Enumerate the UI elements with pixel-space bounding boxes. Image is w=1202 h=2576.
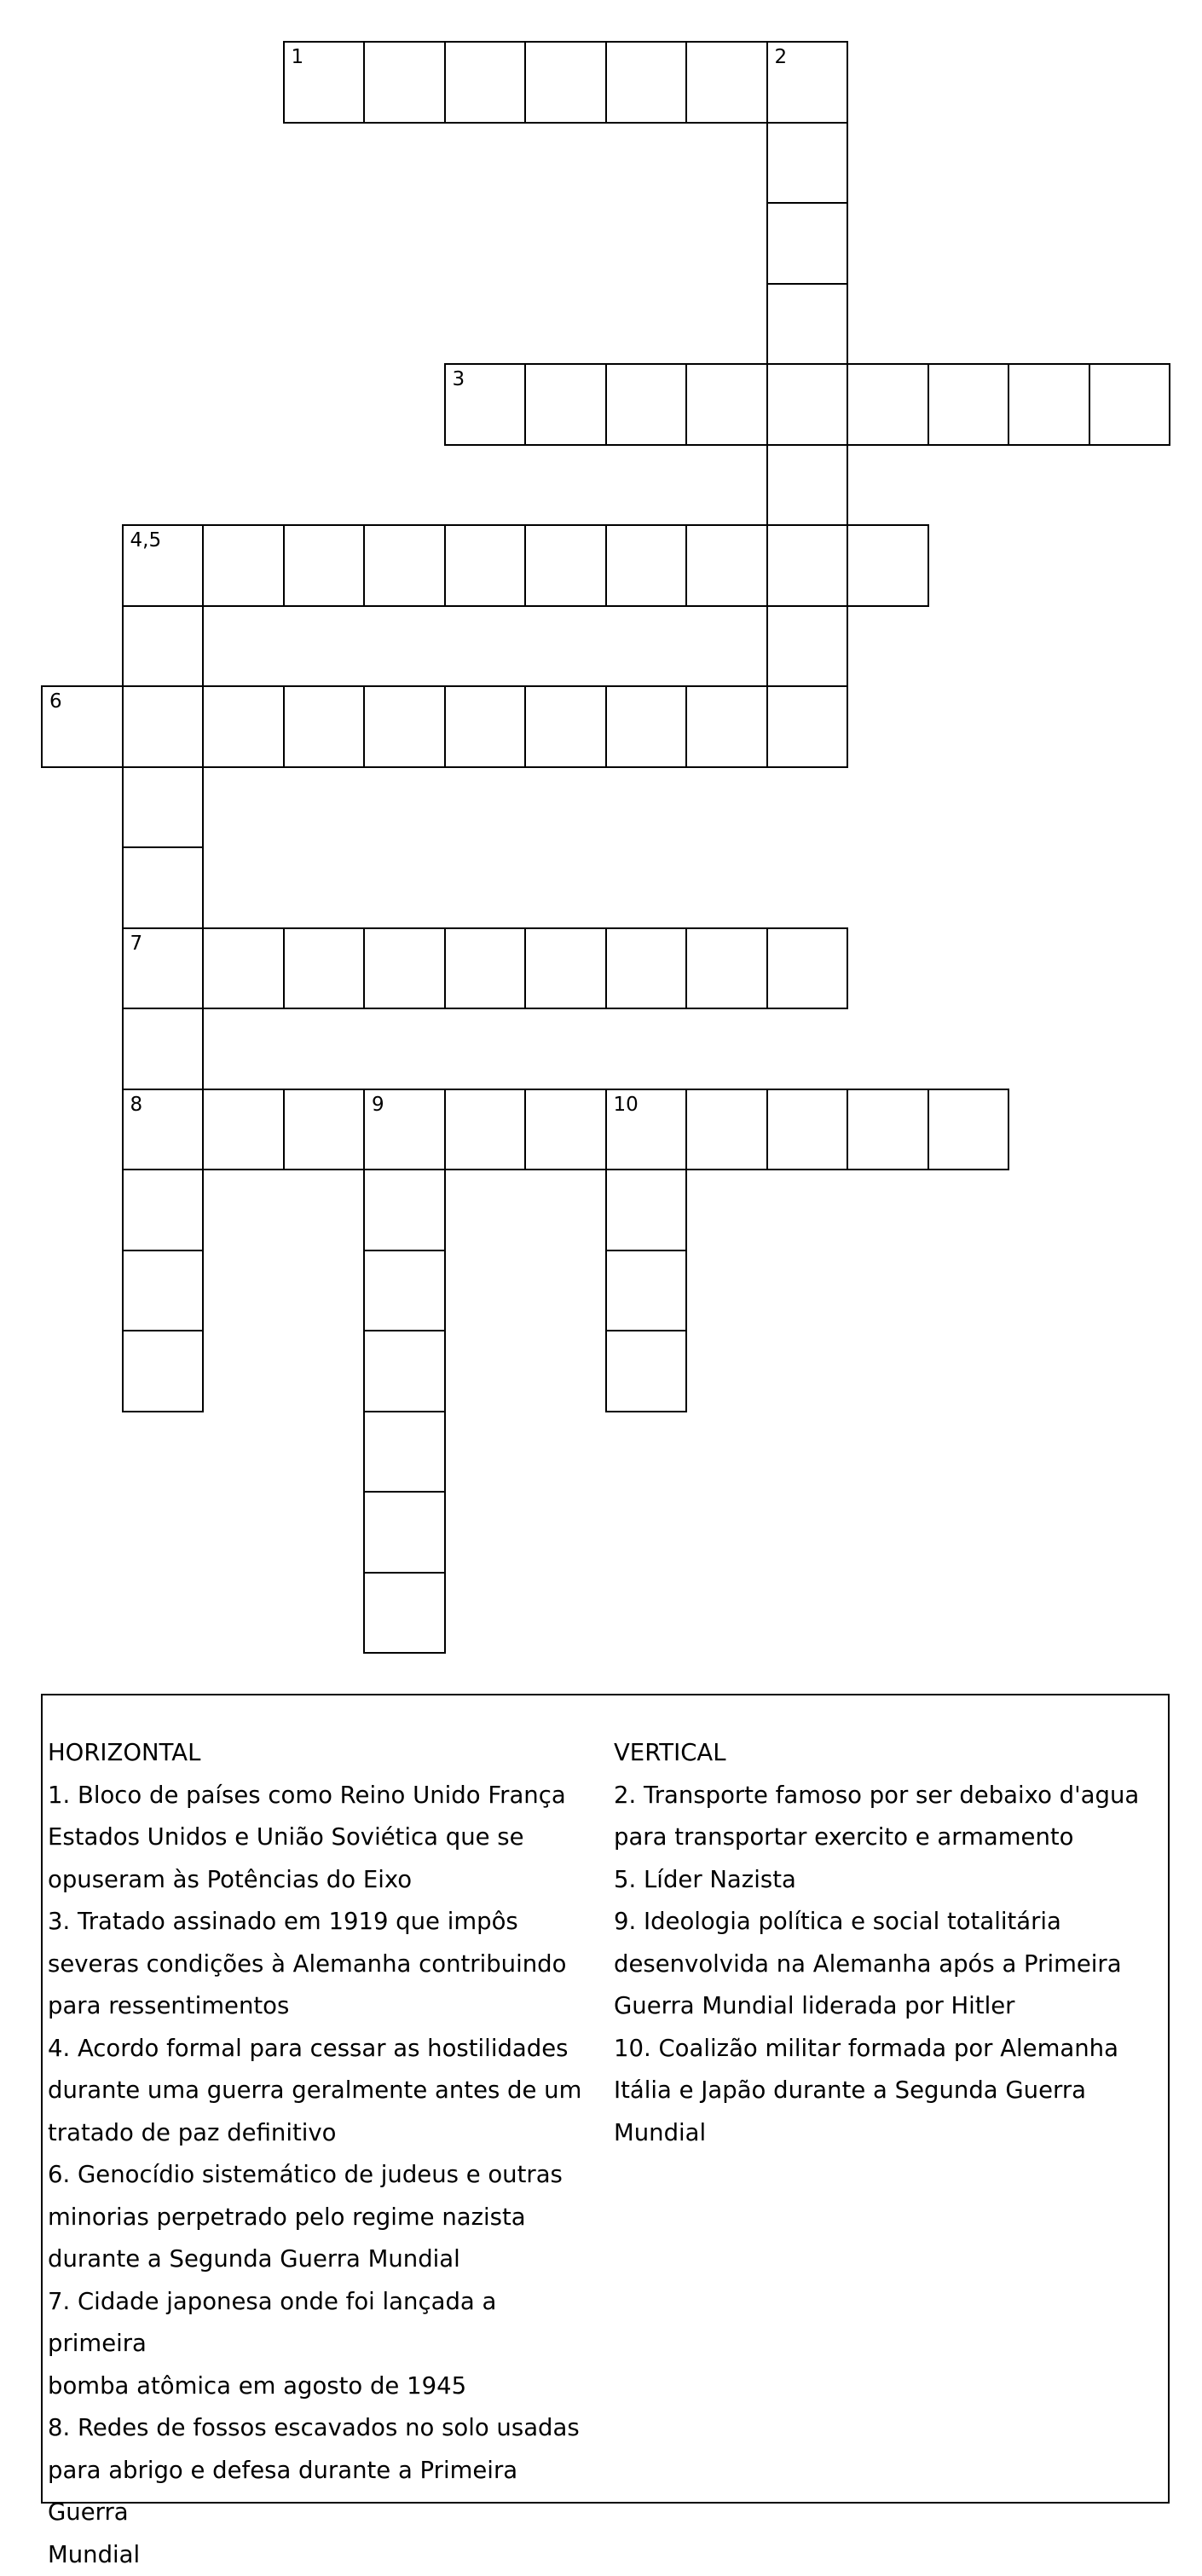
crossword-cell[interactable] <box>122 605 205 688</box>
crossword-cell[interactable] <box>202 524 285 607</box>
clue-line: severas condições à Alemanha contribuindo <box>48 1944 602 1986</box>
crossword-cell[interactable] <box>283 1089 366 1171</box>
crossword-cell[interactable] <box>1089 363 1171 446</box>
crossword-cell[interactable] <box>605 685 688 768</box>
clue-line: Guerra Mundial liderada por Hitler <box>614 1985 1164 2028</box>
clue-number: 2 <box>775 48 788 67</box>
clue-line: durante a Segunda Guerra Mundial <box>48 2238 602 2281</box>
clue-line: bomba atômica em agosto de 1945 <box>48 2365 602 2408</box>
crossword-cell[interactable] <box>444 927 527 1010</box>
crossword-cell[interactable] <box>928 363 1010 446</box>
crossword-cell[interactable] <box>444 41 527 124</box>
crossword-cell[interactable] <box>605 363 688 446</box>
crossword-cell[interactable] <box>685 41 768 124</box>
crossword-cell[interactable] <box>766 122 849 205</box>
clue-line: 4. Acordo formal para cessar as hostilidades <box>48 2028 602 2071</box>
clue-line: 9. Ideologia política e social totalitária <box>614 1901 1164 1944</box>
crossword-cell[interactable] <box>766 927 849 1010</box>
crossword-cell[interactable] <box>524 1089 607 1171</box>
clue-line: para ressentimentos <box>48 1985 602 2028</box>
crossword-cell[interactable] <box>766 444 849 527</box>
crossword-cell[interactable] <box>847 524 929 607</box>
crossword-cell[interactable] <box>766 1089 849 1171</box>
horizontal-clues <box>48 1732 602 2576</box>
clue-number: 3 <box>453 370 465 390</box>
crossword-cell[interactable] <box>766 524 849 607</box>
crossword-cell[interactable] <box>283 927 366 1010</box>
vertical-clue-list <box>614 1775 1164 2155</box>
crossword-cell[interactable] <box>122 846 205 929</box>
clue-line: Itália e Japão durante a Segunda Guerra <box>614 2070 1164 2112</box>
crossword-cell[interactable] <box>685 1089 768 1171</box>
crossword-cell[interactable] <box>202 927 285 1010</box>
crossword-cell[interactable] <box>363 1411 446 1493</box>
crossword-cell[interactable] <box>605 524 688 607</box>
crossword-cell[interactable] <box>605 927 688 1010</box>
crossword-cell[interactable] <box>202 1089 285 1171</box>
crossword-cell[interactable] <box>363 1330 446 1412</box>
horizontal-heading: HORIZONTAL <box>48 1732 602 1775</box>
clue-line: 5. Líder Nazista <box>614 1859 1164 1902</box>
crossword-cell[interactable] <box>524 41 607 124</box>
clue-line: 6. Genocídio sistemático de judeus e outras <box>48 2154 602 2197</box>
clue-line: desenvolvida na Alemanha após a Primeira <box>614 1944 1164 1986</box>
clue-line: durante uma guerra geralmente antes de um <box>48 2070 602 2112</box>
crossword-cell[interactable] <box>363 1572 446 1655</box>
crossword-cell[interactable] <box>283 524 366 607</box>
crossword-cell[interactable] <box>363 41 446 124</box>
clue-line: 10. Coalizão militar formada por Alemanha <box>614 2028 1164 2071</box>
crossword-cell[interactable] <box>847 363 929 446</box>
crossword-cell[interactable] <box>363 1250 446 1332</box>
crossword-cell[interactable] <box>444 685 527 768</box>
crossword-cell[interactable] <box>122 1169 205 1251</box>
crossword-cell[interactable] <box>847 1089 929 1171</box>
clue-line: 3. Tratado assinado em 1919 que impôs <box>48 1901 602 1944</box>
clue-number: 1 <box>292 48 304 67</box>
crossword-cell[interactable] <box>1008 363 1090 446</box>
clue-number: 6 <box>49 692 62 712</box>
clue-line: Mundial <box>614 2112 1164 2155</box>
clue-line: tratado de paz definitivo <box>48 2112 602 2155</box>
clue-number: 8 <box>130 1095 143 1115</box>
vertical-heading: VERTICAL <box>614 1732 1164 1775</box>
crossword-cell[interactable] <box>283 685 366 768</box>
clue-line: para transportar exercito e armamento <box>614 1816 1164 1859</box>
crossword-cell[interactable] <box>122 685 205 768</box>
crossword-cell[interactable] <box>605 41 688 124</box>
crossword-cell[interactable] <box>524 524 607 607</box>
crossword-cell[interactable] <box>444 524 527 607</box>
crossword-cell[interactable] <box>766 41 849 124</box>
clue-line: opuseram às Potências do Eixo <box>48 1859 602 1902</box>
crossword-cell[interactable] <box>766 605 849 688</box>
crossword-cell[interactable] <box>283 41 366 124</box>
clue-number: 9 <box>372 1095 384 1115</box>
crossword-cell[interactable] <box>363 1169 446 1251</box>
crossword-cell[interactable] <box>363 524 446 607</box>
crossword-cell[interactable] <box>685 685 768 768</box>
horizontal-clue-list <box>48 1775 602 2576</box>
crossword-cell[interactable] <box>524 363 607 446</box>
crossword-cell[interactable] <box>122 524 205 607</box>
crossword-cell[interactable] <box>928 1089 1010 1171</box>
crossword-cell[interactable] <box>766 283 849 366</box>
crossword-cell[interactable] <box>524 685 607 768</box>
clue-number: 4,5 <box>130 531 162 551</box>
crossword-cell[interactable] <box>363 1089 446 1171</box>
crossword-cell[interactable] <box>605 1089 688 1171</box>
crossword-cell[interactable] <box>202 685 285 768</box>
crossword-cell[interactable] <box>122 1089 205 1171</box>
crossword-cell[interactable] <box>122 766 205 849</box>
clue-line: Mundial <box>48 2534 602 2576</box>
crossword-cell[interactable] <box>363 1491 446 1574</box>
crossword-cell[interactable] <box>122 1250 205 1332</box>
clue-line: minorias perpetrado pelo regime nazista <box>48 2197 602 2239</box>
clue-line: 1. Bloco de países como Reino Unido França <box>48 1775 602 1817</box>
crossword-cell[interactable] <box>685 524 768 607</box>
crossword-cell[interactable] <box>766 202 849 285</box>
crossword-cell[interactable] <box>605 1169 688 1251</box>
crossword-cell[interactable] <box>605 1250 688 1332</box>
clue-line: Estados Unidos e União Soviética que se <box>48 1816 602 1859</box>
crossword-cell[interactable] <box>122 927 205 1010</box>
crossword-cell[interactable] <box>122 1008 205 1090</box>
vertical-clues <box>614 1732 1164 2154</box>
crossword-cell[interactable] <box>605 1330 688 1412</box>
crossword-cell[interactable] <box>444 1089 527 1171</box>
clue-line: 2. Transporte famoso por ser debaixo d'agua <box>614 1775 1164 1817</box>
crossword-cell[interactable] <box>766 685 849 768</box>
clue-number: 7 <box>130 934 143 954</box>
crossword-cell[interactable] <box>766 363 849 446</box>
crossword-cell[interactable] <box>685 363 768 446</box>
clue-line: 8. Redes de fossos escavados no solo usadas <box>48 2407 602 2450</box>
crossword-cell[interactable] <box>524 927 607 1010</box>
clue-number: 10 <box>614 1095 639 1115</box>
crossword-cell[interactable] <box>363 927 446 1010</box>
crossword-cell[interactable] <box>685 927 768 1010</box>
crossword-cell[interactable] <box>444 363 527 446</box>
clue-line: para abrigo e defesa durante a Primeira Guerra <box>48 2450 602 2534</box>
crossword-cell[interactable] <box>363 685 446 768</box>
clue-line: 7. Cidade japonesa onde foi lançada a primeira <box>48 2281 602 2365</box>
crossword-cell[interactable] <box>41 685 124 768</box>
crossword-cell[interactable] <box>122 1330 205 1412</box>
